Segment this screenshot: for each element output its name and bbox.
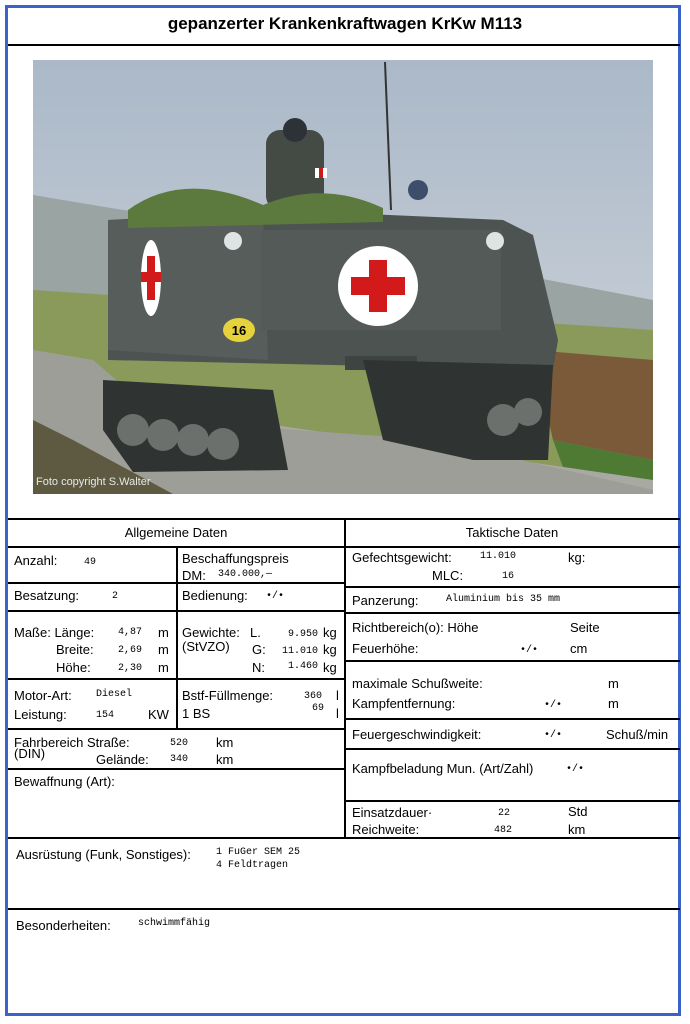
anzahl-value: 49 (84, 557, 97, 568)
feuergeschwindigkeit-unit: Schuß/min (606, 727, 669, 742)
left-row-line-3 (8, 678, 344, 680)
panzerung-label: Panzerung: (352, 593, 419, 608)
besatzung-value: 2 (112, 591, 119, 602)
bedienung-label: Bedienung: (182, 588, 248, 603)
ausruestung-label: Ausrüstung (Funk, Sonstiges): (16, 847, 191, 862)
gefechtsgewicht-value: 11.010 (480, 551, 517, 562)
reichweite-value: 482 (494, 825, 513, 836)
hoehe-unit: m (158, 660, 169, 675)
strasse-unit: km (216, 735, 234, 750)
din-label: (DIN) (14, 746, 46, 761)
ausruestung-line (8, 908, 680, 910)
breite-value: 2,69 (118, 645, 143, 656)
leistung-label: Leistung: (14, 707, 67, 722)
reichweite-unit: km (568, 822, 586, 837)
panzerung-value: Aluminium bis 35 mm (446, 594, 561, 605)
left-row-line-5 (8, 768, 344, 770)
beschaffungspreis-label: Beschaffungspreis (182, 551, 289, 566)
dm-value: 340.000,— (218, 569, 273, 580)
ausruestung-line-1: 1 FuGer SEM 25 (216, 847, 301, 858)
feuergeschwindigkeit-value: •/• (544, 730, 563, 741)
left-row-line-2 (8, 610, 344, 612)
einsatzdauer-unit: Std (568, 804, 588, 819)
right-row-line-1 (344, 586, 680, 588)
left-row-line-4 (8, 728, 344, 730)
right-row-line-6 (344, 800, 680, 802)
left-row-line-1 (8, 582, 344, 584)
allgemeine-daten-header: Allgemeine Daten (124, 525, 228, 540)
table-bottom-line (8, 837, 680, 839)
taktische-daten-header: Taktische Daten (465, 525, 559, 540)
laenge-value: 4,87 (118, 627, 143, 638)
ausruestung-line-2: 4 Feldtragen (216, 860, 289, 871)
kampfentfernung-label: Kampfentfernung: (352, 696, 456, 711)
breite-label: Breite: (56, 642, 94, 657)
bs-unit: l (336, 706, 339, 721)
breite-unit: m (158, 642, 169, 657)
bedienung-value: •/• (266, 591, 285, 602)
leistung-value: 154 (96, 710, 115, 721)
title-divider (8, 44, 680, 46)
hoehe-label: Höhe: (56, 660, 91, 675)
bstf-value: 360 (304, 691, 323, 702)
right-row-line-4 (344, 718, 680, 720)
right-row-line-5 (344, 748, 680, 750)
mlc-value: 16 (502, 571, 515, 582)
dm-label: DM: (182, 568, 206, 583)
feuergeschwindigkeit-label: Feuergeschwindigkeit: (352, 727, 482, 742)
l-value: 9.950 (288, 629, 319, 640)
gelaende-value: 340 (170, 754, 189, 765)
vehicle-number-label: 16 (231, 323, 247, 338)
kampfentfernung-unit: m (608, 696, 619, 711)
vehicle-photo-svg (33, 60, 653, 494)
right-row-line-2 (344, 612, 680, 614)
kampfentfernung-value: •/• (544, 700, 563, 711)
l-label: L. (250, 625, 261, 640)
schussweite-label: maximale Schußweite: (352, 676, 483, 691)
besatzung-label: Besatzung: (14, 588, 80, 603)
feuerhoehe-value: •/• (520, 645, 539, 656)
besonderheiten-label: Besonderheiten: (16, 918, 111, 933)
g-value: 11.010 (282, 646, 319, 657)
feuerhoehe-label: Feuerhöhe: (352, 641, 419, 656)
laenge-unit: m (158, 625, 169, 640)
gefechtsgewicht-label: Gefechtsgewicht: (352, 550, 452, 565)
bs-label: 1 BS (182, 706, 211, 721)
bs-value: 69 (312, 703, 325, 714)
n-label: N: (252, 660, 265, 675)
masse-laenge-label: Maße: Länge: (14, 625, 95, 640)
gewichte-label: Gewichte: (182, 625, 240, 640)
fahrbereich-label: Fahrbereich Straße: (14, 735, 130, 750)
g-unit: kg (323, 642, 337, 657)
motor-art-value: Diesel (96, 689, 133, 700)
column-divider (344, 518, 346, 838)
hoehe-value: 2,30 (118, 663, 143, 674)
photo-credit: Foto copyright S.Walter (36, 476, 151, 488)
gelaende-label: Gelände: (96, 752, 149, 767)
n-value: 1.460 (288, 661, 319, 672)
besonderheiten-value: schwimmfähig (138, 918, 211, 929)
bstf-fuellmenge-label: Bstf-Füllmenge: (182, 688, 274, 703)
reichweite-label: Reichweite: (352, 822, 420, 837)
richtbereich-label: Richtbereich(o): Höhe (352, 620, 479, 635)
einsatzdauer-value: 22 (498, 808, 511, 819)
schussweite-unit: m (608, 676, 619, 691)
kampfbeladung-label: Kampfbeladung Mun. (Art/Zahl) (352, 761, 534, 776)
l-unit: kg (323, 625, 337, 640)
motor-art-label: Motor-Art: (14, 688, 72, 703)
vehicle-photo (33, 60, 653, 494)
einsatzdauer-label: Einsatzdauer· (352, 805, 433, 820)
leistung-unit: KW (148, 707, 169, 722)
left-subdivider (176, 546, 178, 730)
feuerhoehe-unit: cm (570, 641, 588, 656)
n-unit: kg (323, 660, 337, 675)
seite-label: Seite (570, 620, 600, 635)
g-label: G: (252, 642, 266, 657)
right-header-line (344, 546, 680, 548)
anzahl-label: Anzahl: (14, 553, 58, 568)
gelaende-unit: km (216, 752, 234, 767)
gefechtsgewicht-unit: kg: (568, 550, 586, 565)
right-row-line-3 (344, 660, 680, 662)
bstf-unit: l (336, 688, 339, 703)
page-title: gepanzerter Krankenkraftwagen KrKw M113 (167, 14, 523, 33)
bewaffnung-label: Bewaffnung (Art): (14, 774, 115, 789)
mlc-label: MLC: (432, 568, 464, 583)
stvzo-label: (StVZO) (182, 639, 230, 654)
strasse-value: 520 (170, 738, 189, 749)
kampfbeladung-value: •/• (566, 764, 585, 775)
